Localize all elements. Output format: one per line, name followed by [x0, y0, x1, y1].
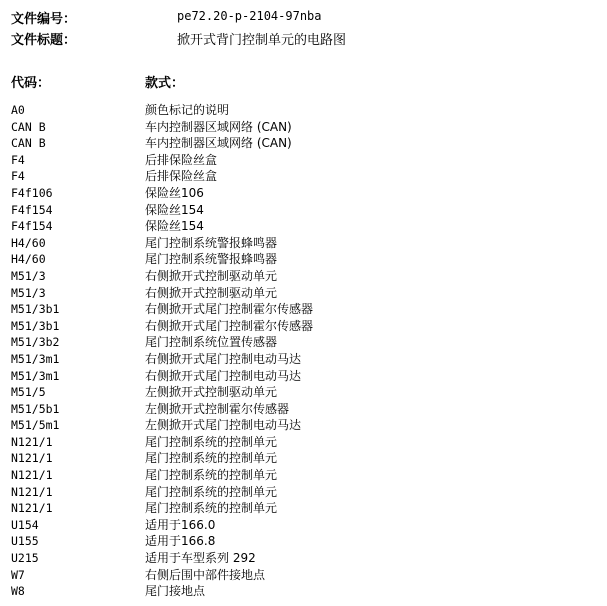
component-description: 尾门控制系统的控制单元: [145, 434, 278, 449]
component-code: CAN B: [11, 136, 46, 151]
component-code: F4f154: [11, 219, 53, 234]
description-column-header: 款式：: [145, 76, 185, 91]
doc-number-label: 文件编号：: [11, 12, 77, 27]
list-item: [11, 401, 601, 418]
list-item: [11, 318, 601, 335]
component-description: 右侧掀开式尾门控制电动马达: [145, 351, 302, 366]
list-item: [11, 185, 601, 202]
component-description: 后排保险丝盒: [145, 169, 218, 184]
component-description: 左侧掀开式控制驱动单元: [145, 385, 278, 400]
component-description: 尾门控制系统的控制单元: [145, 484, 278, 499]
component-code: N121/1: [11, 434, 53, 449]
component-code: M51/5m1: [11, 418, 60, 433]
component-code: F4: [11, 152, 25, 167]
code-column-header: 代码：: [11, 76, 51, 91]
component-list: [11, 102, 601, 600]
list-item: [11, 450, 601, 467]
component-description: 右侧掀开式控制驱动单元: [145, 285, 278, 300]
component-code: N121/1: [11, 484, 53, 499]
doc-title-value: 掀开式背门控制单元的电路图: [177, 33, 347, 48]
component-description: 尾门控制系统的控制单元: [145, 468, 278, 483]
component-description: 右侧后围中部件接地点: [145, 567, 266, 582]
list-item: [11, 334, 601, 351]
component-code: U215: [11, 551, 39, 566]
list-item: [11, 484, 601, 501]
list-item: [11, 218, 601, 235]
list-item: [11, 500, 601, 517]
component-description: 尾门控制系统的控制单元: [145, 501, 278, 516]
component-code: F4f106: [11, 185, 53, 200]
list-item: [11, 550, 601, 567]
component-code: M51/5: [11, 385, 46, 400]
doc-number-value: pe72.20-p-2104-97nba: [177, 9, 322, 23]
list-item: [11, 152, 601, 169]
component-description: 右侧掀开式控制驱动单元: [145, 268, 278, 283]
list-item: [11, 235, 601, 252]
list-item: [11, 102, 601, 119]
component-code: F4f154: [11, 202, 53, 217]
list-item: [11, 533, 601, 550]
component-description: 左侧掀开式控制霍尔传感器: [145, 401, 290, 416]
component-code: W8: [11, 584, 25, 599]
component-code: M51/3b2: [11, 335, 60, 350]
list-item: [11, 368, 601, 385]
list-item: [11, 119, 601, 136]
list-item: [11, 268, 601, 285]
component-description: 后排保险丝盒: [145, 152, 218, 167]
component-description: 适用于车型系列 292: [145, 551, 256, 566]
component-description: 尾门接地点: [145, 584, 206, 599]
component-code: M51/3: [11, 285, 46, 300]
component-description: 尾门控制系统警报蜂鸣器: [145, 235, 278, 250]
list-item: [11, 135, 601, 152]
list-item: [11, 202, 601, 219]
component-code: H4/60: [11, 235, 46, 250]
component-description: 左侧掀开式尾门控制电动马达: [145, 418, 302, 433]
component-code: H4/60: [11, 252, 46, 267]
component-code: M51/3b1: [11, 318, 60, 333]
list-item: [11, 417, 601, 434]
component-description: 保险丝154: [145, 202, 204, 217]
component-code: U155: [11, 534, 39, 549]
component-description: 颜色标记的说明: [145, 103, 230, 117]
component-description: 保险丝106: [145, 185, 204, 200]
list-item: [11, 567, 601, 584]
component-code: CAN B: [11, 119, 46, 134]
list-item: [11, 384, 601, 401]
list-item: [11, 583, 601, 600]
list-item: [11, 251, 601, 268]
component-code: M51/3: [11, 268, 46, 283]
component-description: 适用于166.0: [145, 517, 216, 532]
component-description: 适用于166.8: [145, 534, 216, 549]
list-item: [11, 285, 601, 302]
component-description: 右侧掀开式尾门控制霍尔传感器: [145, 318, 314, 333]
list-item: [11, 517, 601, 534]
doc-title-label: 文件标题：: [11, 33, 77, 48]
component-code: N121/1: [11, 451, 53, 466]
component-code: F4: [11, 169, 25, 184]
list-item: [11, 168, 601, 185]
component-code: M51/3m1: [11, 351, 60, 366]
component-code: W7: [11, 567, 25, 582]
component-code: A0: [11, 103, 25, 117]
component-description: 尾门控制系统警报蜂鸣器: [145, 252, 278, 267]
list-item: [11, 301, 601, 318]
component-code: U154: [11, 517, 39, 532]
component-code: M51/3b1: [11, 302, 60, 317]
component-code: M51/3m1: [11, 368, 60, 383]
list-item: [11, 434, 601, 451]
component-code: M51/5b1: [11, 401, 60, 416]
component-code: N121/1: [11, 501, 53, 516]
component-description: 尾门控制系统的控制单元: [145, 451, 278, 466]
component-description: 尾门控制系统位置传感器: [145, 335, 278, 350]
component-code: N121/1: [11, 468, 53, 483]
component-description: 车内控制器区域网络 (CAN): [145, 136, 292, 151]
list-item: [11, 467, 601, 484]
list-item: [11, 351, 601, 368]
component-description: 右侧掀开式尾门控制霍尔传感器: [145, 302, 314, 317]
component-description: 右侧掀开式尾门控制电动马达: [145, 368, 302, 383]
component-description: 车内控制器区域网络 (CAN): [145, 119, 292, 134]
component-description: 保险丝154: [145, 219, 204, 234]
